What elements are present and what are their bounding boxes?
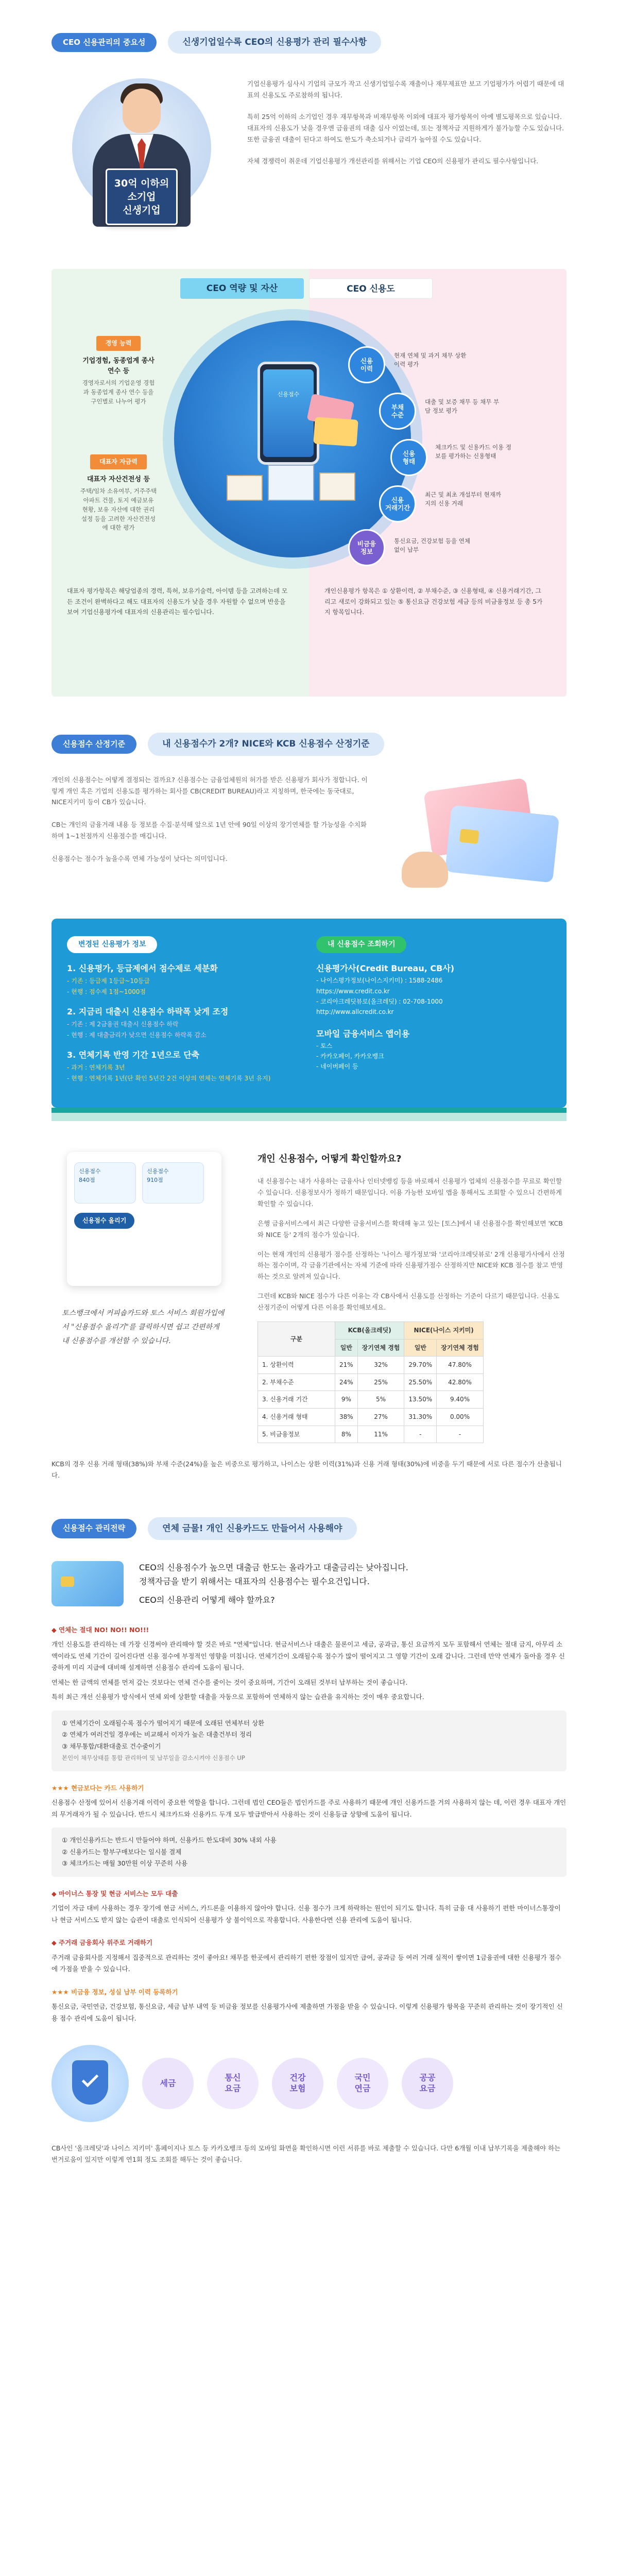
cell-value: 11% (357, 1426, 404, 1443)
row-label: 2. 부채수준 (258, 1374, 335, 1391)
agency-link[interactable]: http://www.allcredit.co.kr (316, 1008, 394, 1016)
table-row (258, 1374, 484, 1391)
paragraph: 개인의 신용점수는 어떻게 결정되는 걸까요? 신용점수는 금융업체원의 허가를 받은 신용평가 회사가 정합니다. 이렇게 개인 혹은 기업의 신용도를 평가하는 회사를 CB(CREDIT BUREAU)라고 지칭하며, 한국에는 동국대로, NICE지키미 등이 CB가 있습니다. (52, 775, 368, 806)
info-panel (52, 919, 566, 1108)
column-head: 내 신용점수 조회하기 (316, 936, 406, 954)
cell-value: 27% (357, 1408, 404, 1426)
section-management (0, 1481, 618, 2196)
row-label: 4. 신용거래 형태 (258, 1408, 335, 1426)
cell-value: - (437, 1426, 484, 1443)
section-banner: 연체 금물! 개인 신용카드도 만들어서 사용해야 (148, 1517, 356, 1540)
note-period: 최근 및 최초 개설부터 현재까지의 신용 거래 (425, 491, 501, 507)
changes-column (67, 936, 302, 1093)
bubble-credit-history: 신용 이력 (348, 346, 385, 383)
cell-value: 25.50% (404, 1374, 437, 1391)
score-tile: 신용점수 910점 (142, 1162, 204, 1204)
houses-icon (221, 454, 360, 501)
paragraph: 신용점수 산정에 있어서 신용거래 이력이 중요한 역할을 합니다. 그런데 법인 CEO들은 법인카드를 주로 사용하기 때문에 개인 신용카드를 거의 사용하지 않는 데, 이런 경우 대표자 개인의 무거래자가 될 수 있습니다. 반드시 체크카드와 신용카드 두개 모두 발급받아서 사용하는 것이 신용등급 상향에 도움이 됩니다. (52, 1799, 566, 1818)
tip-title: ◆ 연체는 절대 NO! NO!! NO!!! (52, 1625, 149, 1634)
column-head: 변경된 신용평가 정보 (67, 936, 157, 954)
note-history: 현재 연체 및 과거 채무 상환이력 평가 (394, 352, 467, 368)
paragraph: 통신요금, 국민연금, 건강보험, 통신요금, 세금 납부 내역 등 비금융 정보를 신용평가사에 제출하면 가점을 받을 수 있습니다. 이렇게 신용평가 항목을 꾸준히 관리하는 것이 장기적인 신용 점수 관리에 도움이 됩니다. (52, 2003, 563, 2022)
section-foot: KCB의 경우 신용 거래 형태(38%)와 부채 수준(24%)을 높은 비중으로 평가하고, 나이스는 상환 이력(31%)과 신용 거래 형태(30%)에 비중을 두기 때문에 서로 다른 점수가 산출됩니다. (52, 1460, 562, 1479)
section-title: 개인 신용점수, 어떻게 확인할까요? (258, 1154, 402, 1165)
change-item: 1. 신용평가, 등급제에서 점수제로 세분화 - 기존 : 등급제 1등급~10등급 - 현행 : 점수제 1점~1000점 (67, 963, 218, 995)
bubble-non-finance: 비금융 정보 (348, 529, 385, 566)
cell-value: - (404, 1426, 437, 1443)
card-icon (313, 417, 358, 447)
paragraph: 이는 현재 개인의 신용평가 점수를 산정하는 '나이스 평가정보'와 '코리아크레딧뷰로' 2개 신용평가사에서 산정하는 점수이며, 각 금융기관에서는 자체 기준에 따라 신용평가점수 산정하지만 NICE와 KCB 점수를 참고 반영하는 것으로 알려져 있습니다. (258, 1250, 565, 1281)
handwritten-note: 토스뱅크에서 커피숍카드와 토스 서비스 회원가입에서 "신용점수 올리기"를 클릭하시면 쉽고 간편하게 내 신용점수를 개선할 수 있습니다. (62, 1309, 225, 1345)
cell-value: 32% (357, 1357, 404, 1374)
service-tax: 세금 (142, 2058, 194, 2109)
lookup-column (316, 936, 551, 1093)
cell-value: 5% (357, 1391, 404, 1409)
section-tag: 신용점수 관리전략 (52, 1519, 136, 1538)
tip-title: ◆ 마이너스 통장 및 현금 서비스는 모두 대출 (52, 1889, 178, 1897)
bubble-credit-period: 신용 거래기간 (379, 485, 416, 522)
section-credit-criteria (0, 697, 618, 897)
paragraph: 신용점수는 점수가 높을수록 연체 가능성이 낮다는 의미입니다. (52, 855, 228, 863)
tip-title: ◆ 주거래 금융회사 위주로 거래하기 (52, 1939, 153, 1947)
cell-value: 13.50% (404, 1391, 437, 1409)
section-check-score (0, 1121, 618, 1443)
cell-value: 21% (335, 1357, 358, 1374)
paragraph: 특히 25억 이하의 소기업인 경우 재무항목과 비재무항목 이외에 대표자 평가항목이 아예 별도평목으로 있습니다. 대표자의 신용도가 낮을 경우엔 금융권의 대출 심사 이었는데, 또는 정책자금 지원하게가 불가능할 수도 있습니다. 또한 금융권 대출이 된다고 하여도 한도가 축소되거나 금리가 높아질 수도 있습니다. (247, 113, 564, 143)
divider (52, 1108, 566, 1113)
app-list: 모바일 금융서비스 앱이용 - 토스 - 카카오페이, 카카오뱅크 - 네이버페이 등 (316, 1028, 410, 1071)
service-health: 건강 보험 (272, 2058, 323, 2109)
note-type: 체크카드 및 신용카드 이용 정보를 평가하는 신용형태 (435, 444, 511, 460)
tip-title: ★★★ 현금보다는 카드 사용하기 (52, 1784, 144, 1792)
paragraph: 개인 신용도를 관리하는 데 가장 신경써야 관리해야 할 것은 바로 "연체"입니다. 현금서비스나 대출은 물론이고 세금, 공과금, 통신 요금까지 모두 포함해서 연체는 절대 금지, 아무리 소액이라도 연체 기간이 길어진다면 신용 점수에 부정적인 영향을 미칩니다. 연체기간이 오래될수록 점수가 많이 떨어지고 그 영향 기간이 오래 갑니다. 그런데 만약 연체가 돌아올 경우 신중하게 미리 지급에 대비해 설계하면 신용점수 관리에 도움이 됩니다. (52, 1640, 565, 1672)
phone-icon: 신용점수 (258, 362, 319, 465)
table-row (258, 1426, 484, 1443)
avatar-sign: 30억 이하의 소기업 신생기업 (106, 168, 178, 225)
row-label: 3. 신용거래 기간 (258, 1391, 335, 1409)
intro-line: 정책자금을 받기 위해서는 대표자의 신용점수는 필수요건입니다. (139, 1577, 370, 1587)
section-foot: CB사인 '올크레딧'과 나이스 지키미' 홈페이지나 토스 등 카카오뱅크 등의 모바일 화면을 확인하시면 이런 서류를 바로 제출할 수 있습니다. 다만 6개월 이내 납부기록을 제출해야 하는 번거로움이 있지만 이렇게 연1회 정도 조회를 해두는 것이 좋습니다. (52, 2144, 561, 2164)
bubble-credit-type: 신용 형태 (390, 439, 427, 476)
cell-value: 9.40% (437, 1391, 484, 1409)
service-pension: 국민 연금 (337, 2058, 388, 2109)
paragraph: 주거래 금융회사를 지정해서 집중적으로 관리하는 것이 좋아요! 채무를 한곳에서 관리하기 편한 장점이 있지만 급여, 공과금 등 여러 거래 실적이 쌓이면 1금융권에 대한 신용평가 점수에 가점을 받을 수 있습니다. (52, 1953, 561, 1973)
section-ceo-credit (0, 0, 618, 243)
paragraph: 연체는 한 금액의 연체를 먼저 갚는 것보다는 연체 건수를 줄이는 것이 중요하며, 기간이 오래된 것부터 납부하는 것이 좋습니다. (52, 1678, 408, 1686)
paragraph: 기업이 자금 대비 사용하는 경우 장기에 현금 서비스, 카드론을 이용하지 않아야 합니다. 신용 점수가 크게 하락하는 원인이 되기도 합니다. 특히 금융 대 사용하기 편한 마이너스통장이나 현금 서비스도 받지 않는 습관이 대출로 인식되어 신용평가 상 불이익으로 작용합니다. 사용한다면 신용 관리에 도움이 됩니다. (52, 1904, 561, 1924)
card-management: 경영 능력 기업경험, 동종업계 종사연수 등 경영자로서의 기업운영 경험과 동종업계 종사 연수 등을 구인별로 나누어 평가 (80, 336, 157, 406)
shield-check-icon (52, 2045, 129, 2122)
raise-score-button[interactable]: 신용점수 올리기 (74, 1213, 134, 1229)
service-utility: 공공 요금 (402, 2058, 453, 2109)
table-row (258, 1357, 484, 1374)
ceo-illustration (52, 73, 227, 243)
tip-box: ① 개인신용카드는 반드시 만들어야 하며, 신용카드 한도대비 30% 내외 사용 ② 신용카드는 할부구매보다는 일시불 결제 ③ 체크카드는 매월 30만원 이상 꾸준히 사용 (52, 1827, 566, 1877)
section-banner: 신생기업일수록 CEO의 신용평가 관리 필수사항 (168, 31, 381, 54)
row-label: 1. 상환이력 (258, 1357, 335, 1374)
bubble-debt-level: 부채 수준 (379, 393, 416, 430)
score-weight-table: 구분 KCB(올크레딧) NICE(나이스 지키미) 일반 장기연체 경험 일반 장기연체 경험 1. 상환이력 21% 32% 29.70% 47.80% 2. 부채수준 24% 25% 25.50% 42.80% 3. 신용거래 기간 9% 5% 13.50% 9.40% 4. 신용거래 형태 38% 27% 31.30% 0.00% 5. 비금융정보 8% 11% - - (258, 1321, 484, 1443)
table-row (258, 1408, 484, 1426)
paragraph: CB는 개인의 금융거래 내용 등 정보를 수집·분석해 앞으로 1년 안에 90일 이상의 장기연체를 할 가능성을 수치화하며 1~1천점까지 신용점수를 매깁니다. (52, 821, 367, 840)
change-item: 2. 지금리 대출시 신용점수 하락폭 낮게 조정 - 기존 : 제 2금융권 대출시 신용점수 하락 - 현행 : 제 대출금리가 낮으면 신용점수 하락폭 감소 (67, 1007, 229, 1039)
paragraph: 자체 경쟁력이 취운데 기업신용평가 개선관리를 위해서는 기업 CEO의 신용평가 관리도 필수사항입니다. (247, 157, 539, 165)
diagram-foot-left: 대표자 평가항목은 해당업종의 경력, 특허, 보유기술력, 아이템 등을 고려하는데 모든 조건이 완벽하다고 해도 대표자의 신용도가 낮을 경우 자원할 수 없으며 반응을 보여 기업신용평가에 대표자의 신용관리는 필수입니다. (67, 587, 288, 616)
intro-line: CEO의 신용관리 어떻게 해야 할까요? (139, 1595, 275, 1605)
change-item: 3. 연체기록 반영 기간 1년으로 단축 - 과거 : 연체기록 3년 - 현행 : 연체기록 1년(단 확인 5년간 2건 이상의 연체는 연체기록 3년 유지) (67, 1050, 271, 1082)
cell-value: 31.30% (404, 1408, 437, 1426)
cell-value: 8% (335, 1426, 358, 1443)
intro-line: CEO의 신용점수가 높으면 대출금 한도는 올라가고 대출금리는 낮아집니다. (139, 1563, 408, 1573)
ceo-credit-diagram (52, 269, 566, 697)
table-row (258, 1391, 484, 1409)
paragraph: 은행 금융서비스에서 최근 다양한 금융서비스를 확대해 놓고 있는 [토스]에서 내 신용점수를 확인해보면 'KCB와 NICE 등' 2개의 점수가 있습니다. (258, 1219, 563, 1239)
paragraph: 그런데 KCB와 NICE 점수가 다른 이유는 각 CB사에서 신용도를 산정하는 기준이 다르기 때문입니다. 신용도 산정기준이 어떻게 다른 이유를 확인해보세요. (258, 1292, 560, 1312)
diagram-left-head: CEO 역량 및 자산 (180, 278, 304, 299)
credit-card-icon (52, 1561, 124, 1606)
note-debt: 대출 및 보증 채무 등 채무 부담 정보 평가 (425, 398, 500, 415)
cell-value: 29.70% (404, 1357, 437, 1374)
section-tag: CEO 신용관리의 중요성 (52, 33, 157, 52)
diagram-foot-right: 개인신용평가 항목은 ① 상환이력, ② 부채수준, ③ 신용형태, ④ 신용거래기간, 그리고 새로이 강화되고 있는 ⑤ 통신요금 건강보험 세금 등의 비금융정보 등 총 5가지 항목입니다. (324, 587, 543, 616)
paragraph: 기업신용평가 심사시 기업의 규모가 작고 신생기업일수록 재출이나 재무제표만 보고 기업평가가 어렵기 때문에 대표의 신용도도 주로참하의 됩니다. (247, 80, 564, 99)
agency-list: 신용평가사(Credit Bureau, CB사) - 나이스평가정보(나이스지키미) : 1588-2486 https://www.credit.co.kr - 코리아크레딧뷰로(올크레딧) : 02-708-1000 http://www.allcredit.co.kr (316, 962, 551, 1017)
non-finance-services (52, 2045, 566, 2122)
tip-box: ① 연체기간이 오래될수록 점수가 떨어지기 때문에 오래된 연체부터 상환 ② 연체가 여러건일 경우에는 비교해서 이자가 높은 대출건부터 정리 ③ 채무통합/대환대출로 건수줄이기 본인이 채무상태를 통합 관리하여 및 납부일을 감소시켜야 신용점수 UP (52, 1710, 566, 1771)
section-banner: 내 신용점수가 2개? NICE와 KCB 신용점수 산정기준 (148, 733, 384, 755)
paragraph: 내 신용점수는 내가 사용하는 금융사나 인터넷뱅킹 등을 바로해서 신용평가 업체의 신용점수를 무료로 확인할 수 있습니다. 신용정보사가 정하기 때문입니다. 이용 가능한 모바일 앱을 통해서도 조회할 수 있으니 간편하게 확인할 수 있습니다. (258, 1177, 562, 1208)
cell-value: 47.80% (437, 1357, 484, 1374)
service-telecom: 통신 요금 (207, 2058, 259, 2109)
cell-value: 24% (335, 1374, 358, 1391)
note-nonfinance: 통신요금, 건강보험 등을 연체 없이 납부 (394, 537, 470, 554)
diagram-right-head: CEO 신용도 (309, 278, 433, 299)
section-tag: 신용점수 산정기준 (52, 735, 136, 754)
paragraph: 특히 최근 개선 신용평가 방식에서 연체 외에 상환할 대출을 자동으로 포함하여 연체하지 않는 습관을 유지하는 것이 매우 중요합니다. (52, 1693, 424, 1701)
cell-value: 42.80% (437, 1374, 484, 1391)
cell-value: 0.00% (437, 1408, 484, 1426)
divider (52, 1113, 566, 1121)
card-funds: 대표자 자금력 대표자 자산건전성 등 주택/임차 소유여부, 거주주택 아파트 건물, 토지 예금보유 현황, 보유 자산에 대한 권리 설정 등을 고려한 자산건전성에 대한 평가 (80, 454, 157, 533)
cell-value: 38% (335, 1408, 358, 1426)
app-screenshot (67, 1152, 221, 1286)
score-tile: 신용점수 840점 (74, 1162, 136, 1204)
agency-link[interactable]: https://www.credit.co.kr (316, 987, 390, 995)
row-label: 5. 비금융정보 (258, 1426, 335, 1443)
cell-value: 25% (357, 1374, 404, 1391)
cell-value: 9% (335, 1391, 358, 1409)
tip-title: ★★★ 비금융 정보, 성실 납부 이력 등록하기 (52, 1988, 178, 1996)
credit-card-illustration (391, 774, 566, 898)
